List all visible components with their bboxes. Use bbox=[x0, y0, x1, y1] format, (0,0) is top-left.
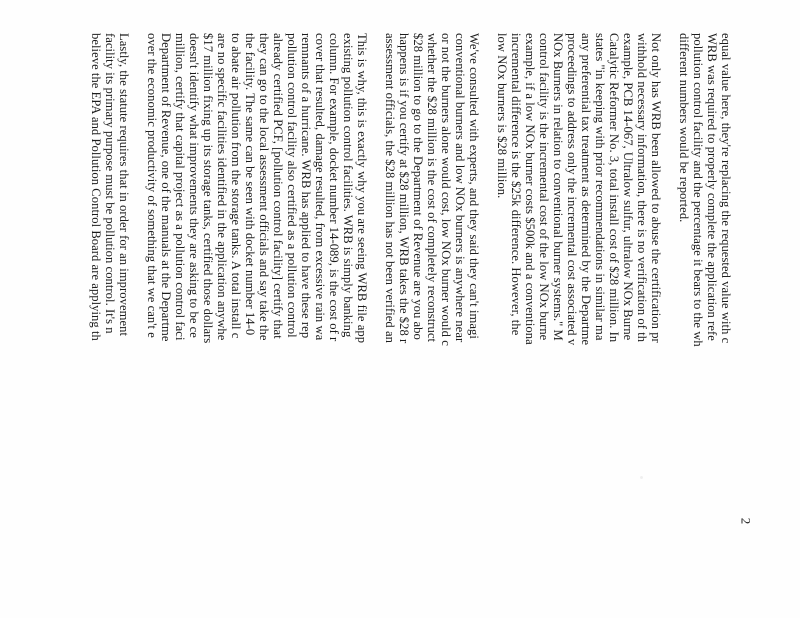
rotated-text-body bbox=[89, 33, 733, 573]
paragraph-2: Not only has WRB been allowed to abuse the certification pr withhold necessary information, there is no verification of th example, PCB 14-067, Ultralow sulfur, ultralow NOx Burne Catalytic Reformer No. 3, total install cost of $28 million. In states "in keeping with prior recommendations in similar ma any preferential tax treatment as determined by the Departme proceedings to address only the incremental cost associated v NOx Burners in relation to conventional burner systems." M control facility is the incremental cost of the low NOx burne example, if a low NOx burner costs $500k and a conventiona incremental difference is the $25k difference. However, the low NOx burners is $28 million. bbox=[495, 33, 663, 346]
page-number: 2 bbox=[738, 517, 754, 525]
scan-speck bbox=[618, 214, 621, 217]
paragraph-1: equal value here, they're replacing the requested value with c WRB was required to properly complete the application refe pollution control facility and the percentage it bears to the wh different numbers would be reported. bbox=[677, 33, 733, 347]
scan-speck bbox=[640, 476, 643, 479]
paragraph-3: We've consulted with experts, and they said they can't imagi conventional burners and low NOx burners is anywhere near or not the burners alone would cost, low NOx burner would c whether the $28 million is the cost of completely reconstruct $28 million to go to the Department of Revenue are you abo happens is if you certify at $28 million, WRB takes the $28 r assessment officials, the $28 million has not been verified an bbox=[383, 33, 481, 346]
paragraph-5: Lastly, the statute requires that in order for an improvement facility its primary purpose must be pollution control. It's n believe the EPA and Pollution Control Board are applying th bbox=[89, 33, 131, 341]
paragraph-4: This is why, this is exactly why you are seeing WRB file app existing pollution control facilities. WRB is simply banking column. For example, docket number 14-089, is the cost of r cover that resulted, damage resulted, from excessive rain wa remnants of a hurricane. WRB has applied to have these rep pollution control facility also certified as a pollution control already certified PCF, [pollution control facility] certify that they can go to the local assessment officials and say take the the facility. The same can be seen with docket number 14-0 to abate air pollution from the storage tanks. A total install c are no specific facilities identified in the application anywhe $17 million fixing up its storage tanks, certified those dollars doesn't identify what improvements they are asking to be ce million, certify that capital project as a pollution control faci Department of Revenue, one of the manuals at the Departme over the economic productivity of something that we can't e bbox=[145, 33, 369, 344]
